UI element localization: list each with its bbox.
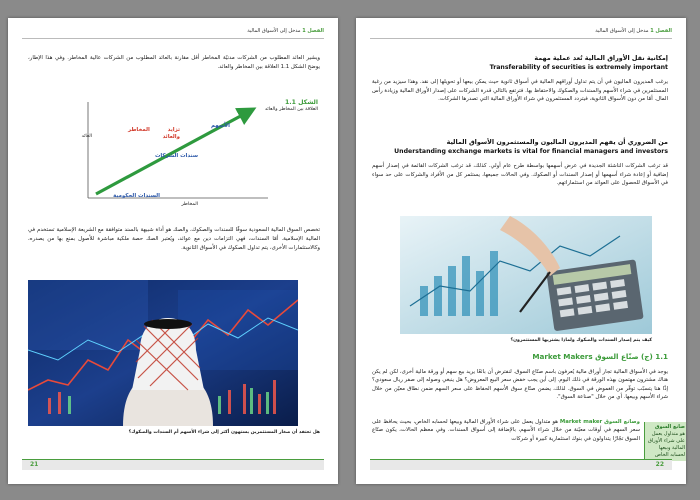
page-footer bbox=[370, 459, 672, 470]
label-government-bonds: السندات الحكومية bbox=[113, 193, 160, 199]
section3-title-en: Market Makers bbox=[532, 352, 593, 361]
section2-paragraph: قد ترغب الشركات الناشئة الجديدة في عرض أسهمها بواسطة طرح عام أولي. كذلك، قد ترغب الشركات القائمة في إصدار أسهم إضافية أو إعادة شراء أسهمها أو إصدار السندات أو الصكوك. وفي الحالات جميعها، يستثمر كل من الأفراد والشركات على حد سواء في الأسواق للحصول على العوائد من استثماراتهم. bbox=[372, 163, 668, 187]
market-maker-definition-box bbox=[644, 422, 686, 461]
left-photo-caption: هل تعتقد أن صغار المستثمرين يستهون أكثر إلى شراء الأسهم أم السندات والصكوك؟ bbox=[128, 430, 320, 435]
section1-paragraph: يرغب المديرون الماليون في أن يتم تداول أوراقهم المالية في أسواق ثانوية حيث يمكن بيعها أو تحويلها إلى نقد. وهذا سيزيد من رغبة المستثمرين في شراء الأسهم والسندات والصكوك والاحتفاظ بها. فترتفع بالتالي قدرة الشركات على إصدار الأوراق المالية وزيادة رأس المال. أمّا من دون الأسواق الثانوية، فيتردد المستثمرون في شراء الأوراق المالية التي تصدرها الشركات. bbox=[372, 79, 668, 103]
trader-screens-photo bbox=[28, 280, 298, 426]
body-paragraph: تخصص السوق المالية السعودية سوقًا للسندات والصكوك، والصك هو أداة شبيهة بالسند متوافقة مع الشريعة الإسلامية تستخدم في المالية الإسلامية. أمّا السندات، فهي التزامات دين مع عوائد، ويُعتبر الصك حصة ملكية مباشرة للأصول بمنع بها من يصدره، وكالاستثمارات الأخرى، يتم تداول الصكوك في الأسواق الثانوية. bbox=[28, 227, 320, 251]
section3-title bbox=[416, 352, 668, 361]
label-corporate-bonds: سندات الشركات bbox=[154, 153, 198, 159]
section2-title-en: Understanding exchange markets is vital for financial managers and investors bbox=[394, 148, 668, 155]
section1-title-en: Transferability of securities is extremely important bbox=[489, 64, 668, 71]
intro-paragraph: ويشير العائد المطلوب من الشركات مدنيّة المخاطر أقل مقارنة بالعائد المطلوب من الشركات عالية المخاطر. وفي هذا الإطار، يوضح الشكل 1.1 العلاقة بين المخاطر والعائد. bbox=[28, 55, 320, 70]
chapter-title: مدخل إلى الأسواق المالية bbox=[595, 28, 649, 34]
calculator-chart-photo bbox=[400, 216, 652, 334]
section3-paragraph-c: هو متداول يعمل على شراء الأوراق المالية وبيعها لحسابه الخاص، بحيث يحافظ على سعر السهم في أوقات معيّنة من خلال شراء الأسهم، بالإضافة إلى أسواق السندات. وفي معظم الحالات، يكون صنّاع السوق تجّارًا يتداولون في بنوك استثمارية كبيرة أو شركات bbox=[372, 419, 640, 442]
section3-paragraph-a: يوجد في الأسواق المالية تجار أوراق مالية يُعرفون باسم صنّاع السوق. لنفترض أن بائعًا يريد بيع سهم أو ورقة مالية أخرى، لكن لم يكن هناك مشترون مهتمون بهذه الورقة في ذلك اليوم. إلى أين يجب خفض سعر البيع المعروض؟ هل ينبغي وصوله إلى صفر ريال سعودي؟ إذًا هنا يتسبّب توفّر من الغموض في السوق. لذلك، يضمن صنّاع سوق الأسهم الحفاظ على سعر السهم ضمن نطاق معيّن من خلال شراء الأسهم وبيعها. أي من خلال "صناعة السوق". bbox=[372, 369, 668, 401]
page-number: 21 bbox=[30, 461, 39, 468]
section3-title-ar: 1.1 (ج) صنّاع السوق bbox=[595, 352, 668, 361]
chapter-label: الفصل 1 bbox=[650, 28, 672, 34]
page-header bbox=[22, 28, 324, 39]
section1-title-ar: إمكانية نقل الأوراق المالية تُعد عملية مهمة bbox=[534, 54, 668, 62]
figure-subtitle: العلاقة بين المخاطر والعائد bbox=[264, 107, 318, 112]
y-axis-label: العائد bbox=[81, 134, 92, 139]
market-maker-term-ar: وصانع السوق bbox=[604, 419, 640, 425]
x-axis-label: المخاطر bbox=[181, 202, 198, 207]
section3-paragraph-b bbox=[372, 418, 640, 443]
chapter-label: الفصل 1 bbox=[302, 28, 324, 34]
page-number: 22 bbox=[655, 461, 664, 468]
page-header bbox=[370, 28, 672, 39]
right-photo-caption: كيف يتم إصدار السندات والصكوك ولماذا يشتريها المستثمرون؟ bbox=[510, 338, 652, 343]
right-page bbox=[356, 18, 686, 484]
label-risk-return: تزايد المخاطر والعائد bbox=[128, 127, 180, 140]
page-footer bbox=[22, 459, 324, 470]
section2-title-ar: من الضروري أن يفهم المديرون الماليون والمستثمرون الأسواق المالية bbox=[446, 138, 668, 146]
sidebox-text: هو متداول يعمل على شراء الأوراق المالية وبيعها لحسابه الخاص bbox=[647, 431, 685, 458]
sidebox-title: صانع السوق bbox=[654, 424, 685, 430]
label-stocks: الأسهم bbox=[211, 123, 230, 129]
market-maker-term-en: Market maker bbox=[559, 419, 603, 425]
left-page bbox=[8, 18, 338, 484]
figure-title: الشكل 1.1 bbox=[285, 99, 318, 106]
chapter-title: مدخل إلى الأسواق المالية bbox=[247, 28, 301, 34]
